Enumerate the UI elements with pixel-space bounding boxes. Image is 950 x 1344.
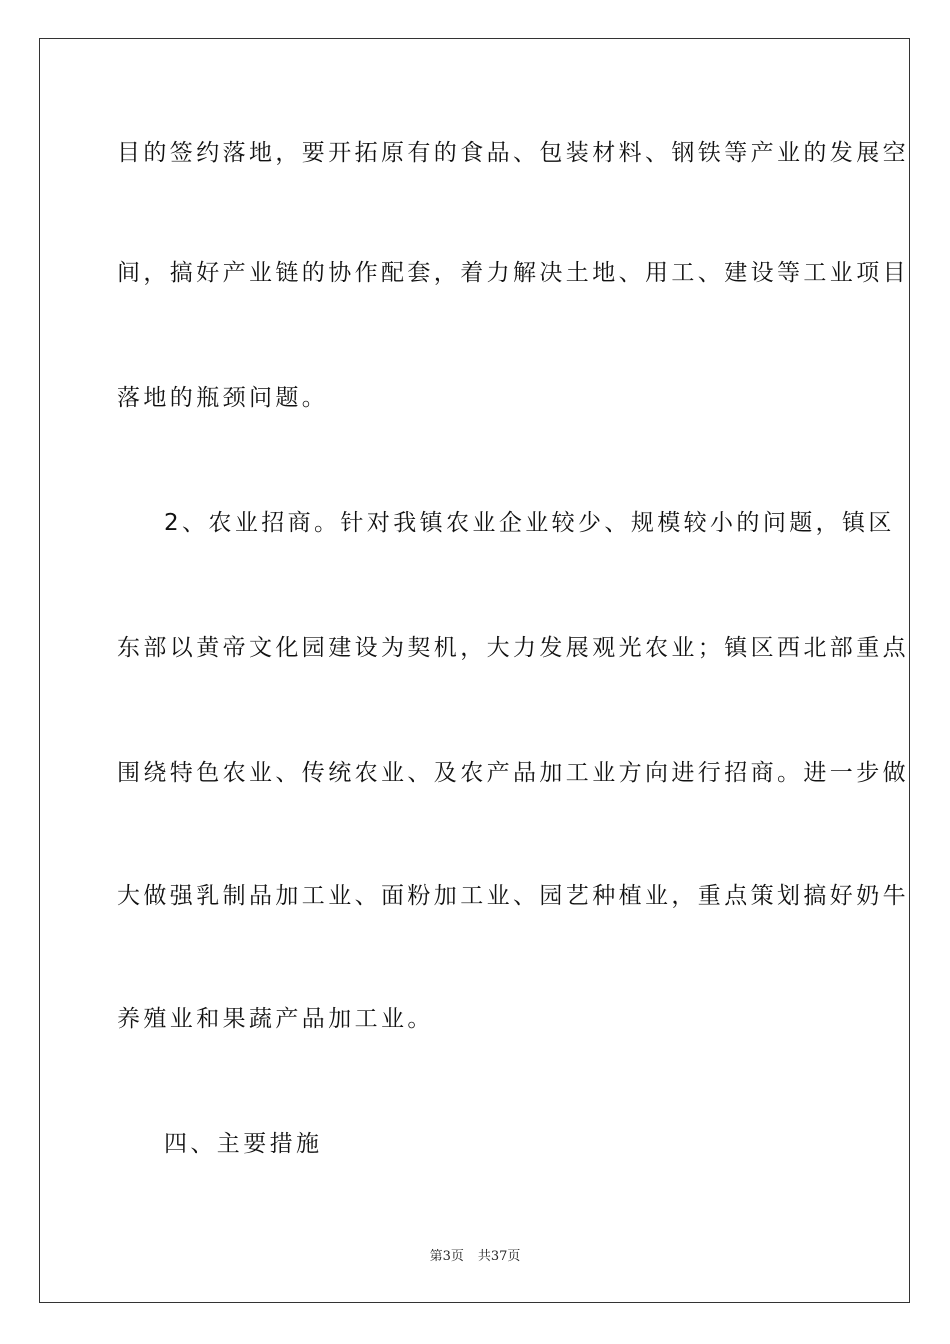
page-footer xyxy=(0,1248,950,1266)
paragraph-line: 2、农业招商。针对我镇农业企业较少、规模较小的问题，镇区 xyxy=(164,510,895,536)
paragraph-line: 目的签约落地，要开拓原有的食品、包装材料、钢铁等产业的发展空 xyxy=(117,140,909,166)
paragraph-line: 落地的瓶颈问题。 xyxy=(117,385,329,411)
page-number: 第3页 xyxy=(429,1249,464,1264)
paragraph-line: 围绕特色农业、传统农业、及农产品加工业方向进行招商。进一步做 xyxy=(117,760,909,786)
page-border xyxy=(39,38,910,1303)
page-total: 共37页 xyxy=(477,1249,521,1264)
paragraph-line: 养殖业和果蔬产品加工业。 xyxy=(117,1006,434,1032)
paragraph-line: 间，搞好产业链的协作配套，着力解决土地、用工、建设等工业项目 xyxy=(117,260,909,286)
paragraph-line: 大做强乳制品加工业、面粉加工业、园艺种植业，重点策划搞好奶牛 xyxy=(117,883,909,909)
section-heading: 四、主要措施 xyxy=(164,1131,323,1157)
paragraph-line: 东部以黄帝文化园建设为契机，大力发展观光农业；镇区西北部重点 xyxy=(117,635,909,661)
